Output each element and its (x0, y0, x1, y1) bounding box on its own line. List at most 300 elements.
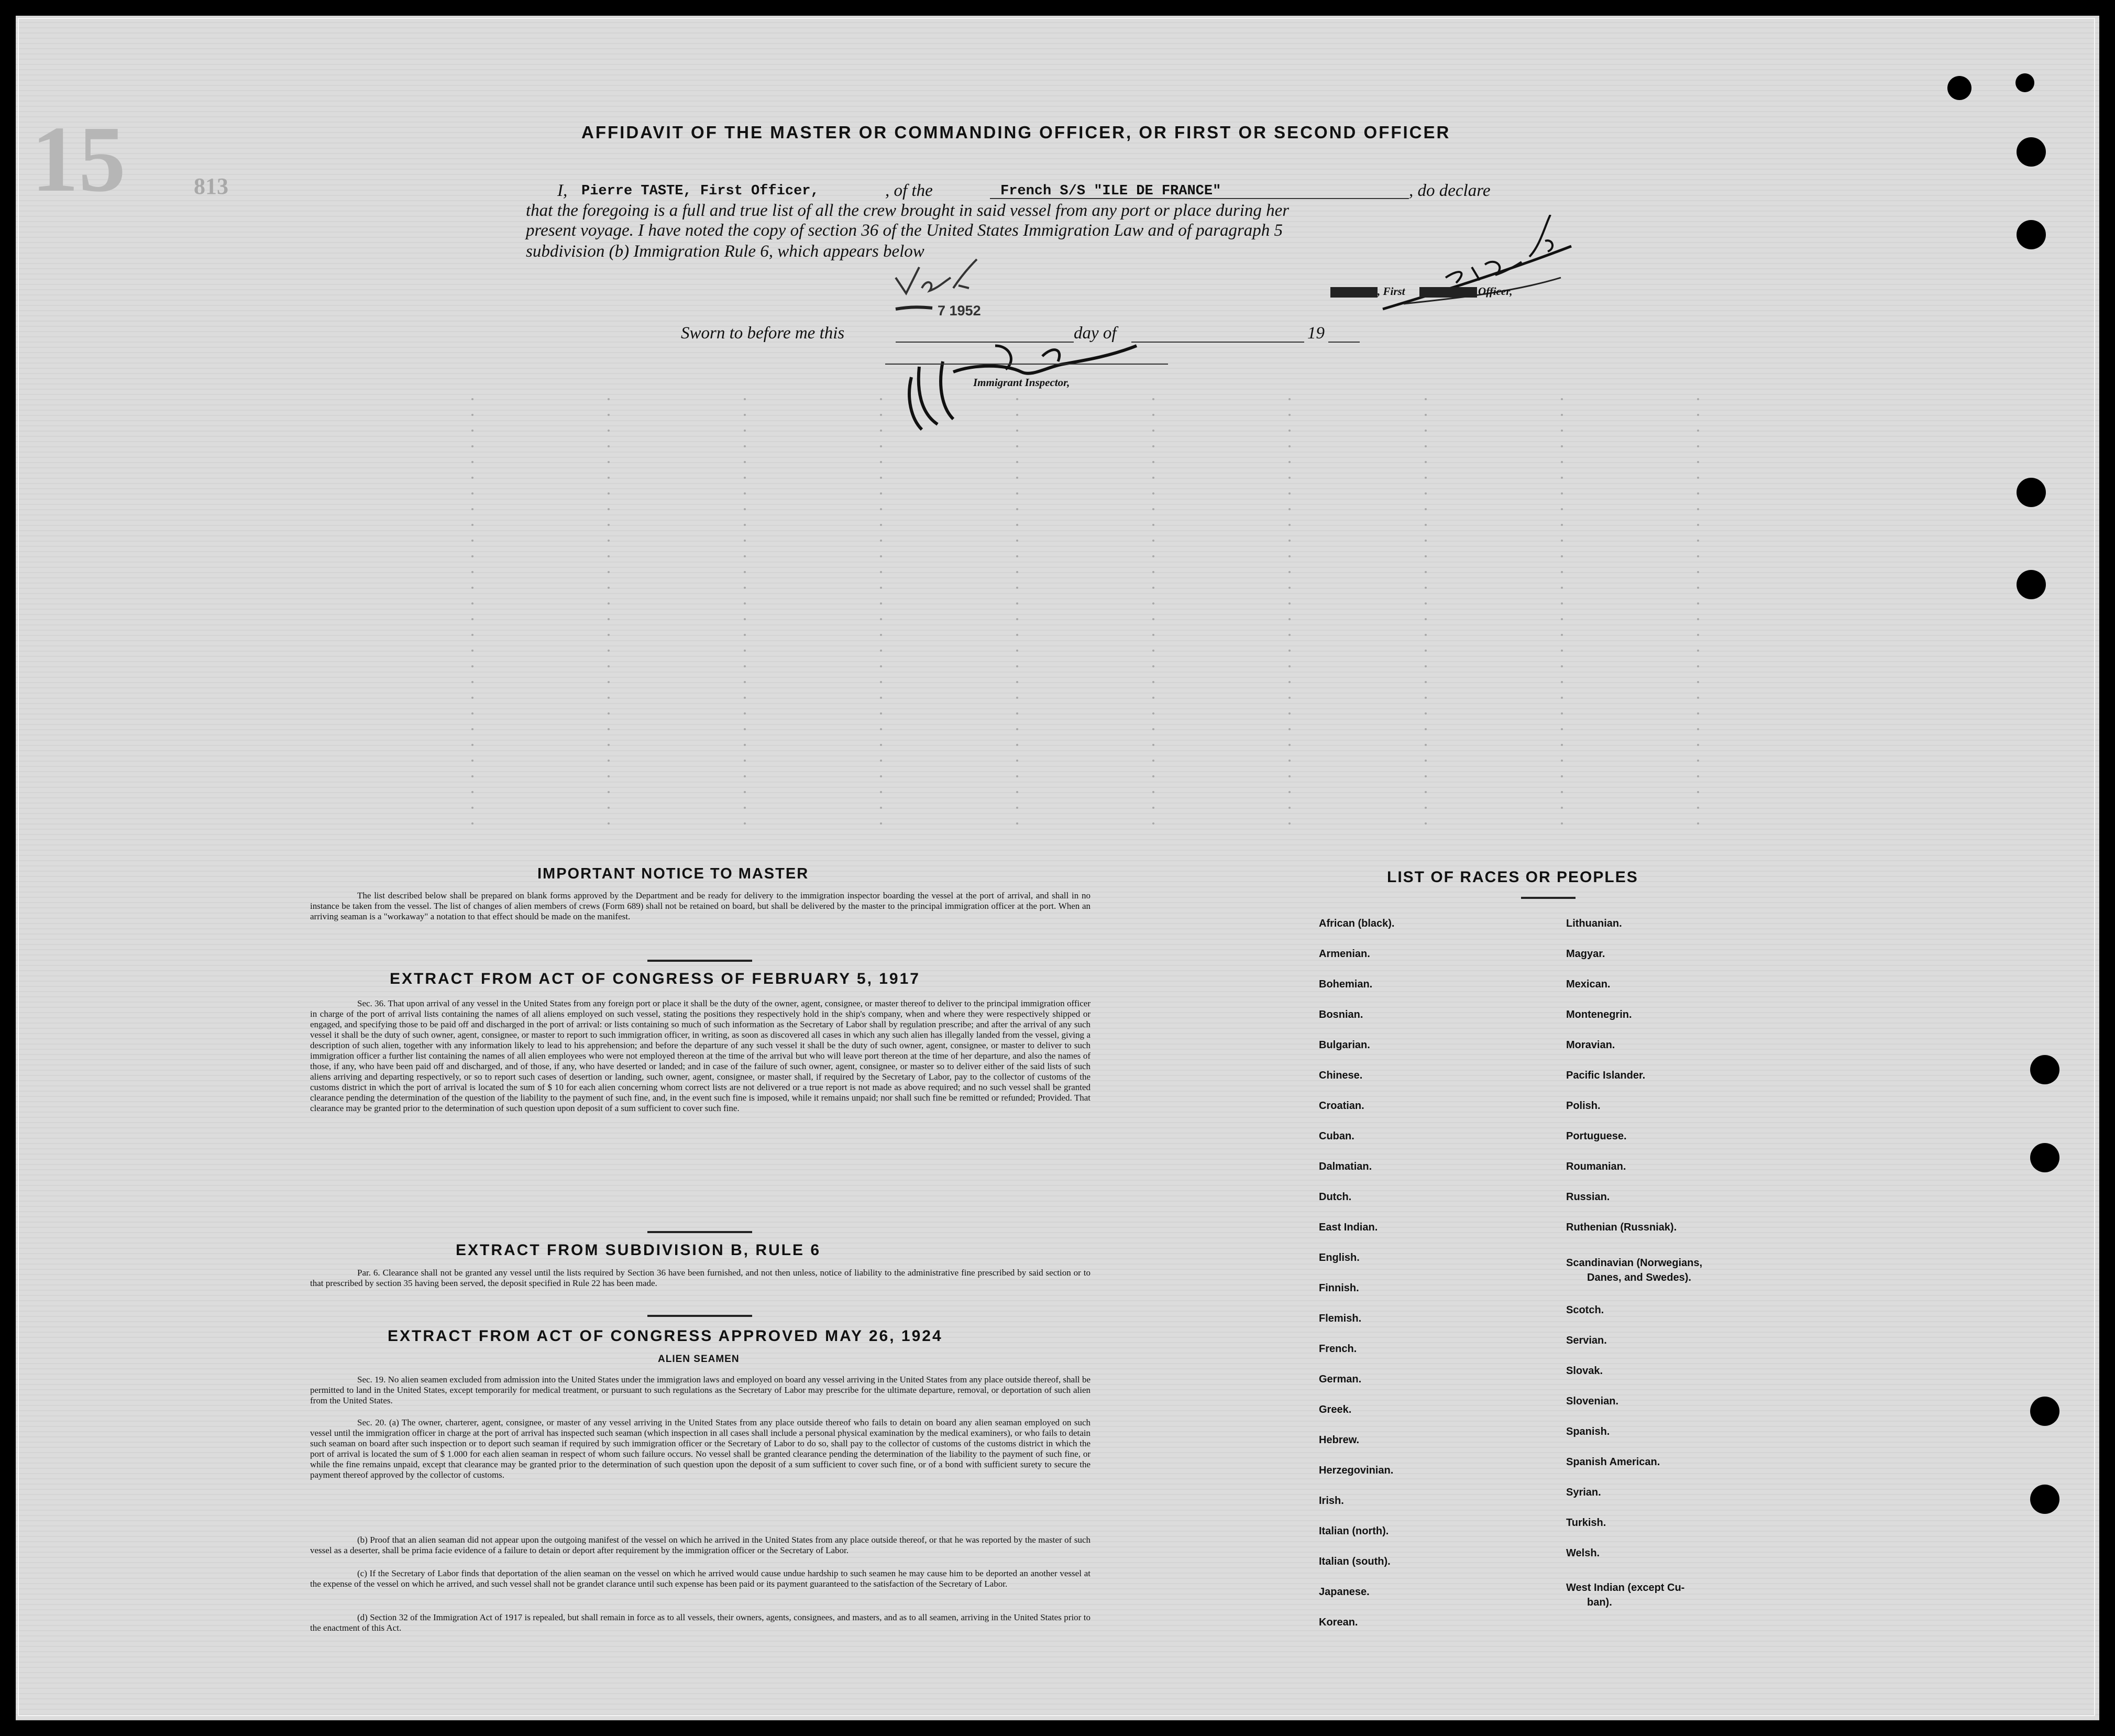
guide-dot (1697, 540, 1699, 542)
race-item: Finnish. (1319, 1282, 1359, 1294)
guide-dot (1425, 540, 1427, 542)
race-item: English. (1319, 1252, 1360, 1263)
guide-dot (1016, 681, 1018, 683)
guide-dot (608, 728, 610, 730)
race-item: Syrian. (1566, 1487, 1601, 1498)
guide-dot (608, 571, 610, 573)
guide-dot (471, 587, 473, 589)
guide-dot (1561, 540, 1563, 542)
guide-dot (744, 445, 746, 447)
guide-dot (1697, 712, 1699, 715)
guide-dot (744, 508, 746, 510)
guide-dot (1288, 414, 1291, 416)
guide-dot (744, 775, 746, 777)
guide-dot (880, 430, 882, 432)
guide-dot (1016, 728, 1018, 730)
extract-1924-sec20d: (d) Section 32 of the Immigration Act of 1917 is repealed, but shall remain in force as to all vessels, their owners, agents, consignees, and masters, and as to all seamen, arriving in the United States prior to the enactment of this Act. (310, 1612, 1090, 1633)
guide-dot (471, 697, 473, 699)
guide-dot (880, 681, 882, 683)
guide-dot (608, 602, 610, 605)
guide-dot (1561, 414, 1563, 416)
guide-dot (1425, 791, 1427, 793)
race-item: Roumanian. (1566, 1161, 1626, 1172)
guide-dot (1152, 665, 1154, 667)
guide-dot (1016, 602, 1018, 605)
guide-dot (744, 430, 746, 432)
guide-dot (1697, 775, 1699, 777)
guide-dot (1288, 508, 1291, 510)
guide-dot (608, 791, 610, 793)
race-item: African (black). (1319, 918, 1395, 929)
guide-dot (471, 681, 473, 683)
guide-dot (471, 791, 473, 793)
guide-dot (1152, 508, 1154, 510)
extract-rule6-text: Par. 6. Clearance shall not be granted any vessel until the lists required by Section 36 have been furnished, and not then unless, notice of liability to the administrative fine prescribed by said section or to that prescribed by section 35 having been served, the deposit specified in Rule 22 has been made. (310, 1268, 1090, 1288)
guide-dot (1016, 760, 1018, 762)
guide-dot (471, 744, 473, 746)
guide-dot (1288, 712, 1291, 715)
extract-1924-heading: EXTRACT FROM ACT OF CONGRESS APPROVED MAY 26, 1924 (388, 1327, 943, 1345)
race-item: Cuban. (1319, 1130, 1354, 1142)
guide-dot (1425, 807, 1427, 809)
race-item: ban). (1587, 1597, 1612, 1608)
divider (1521, 897, 1576, 899)
guide-dot (608, 807, 610, 809)
inspector-line (885, 364, 1168, 365)
guide-dot (744, 540, 746, 542)
guide-dot (471, 477, 473, 479)
guide-dot (471, 461, 473, 463)
guide-dot (1561, 524, 1563, 526)
officer-caption: Officer, (1478, 285, 1513, 298)
guide-dot (471, 445, 473, 447)
race-item: Flemish. (1319, 1313, 1362, 1324)
guide-dot (608, 775, 610, 777)
guide-dot (1425, 712, 1427, 715)
race-item: Danes, and Swedes). (1587, 1272, 1691, 1283)
race-item: Scotch. (1566, 1304, 1604, 1316)
guide-dot (1288, 650, 1291, 652)
race-item: Moravian. (1566, 1039, 1615, 1051)
guide-dot (1425, 634, 1427, 636)
race-item: Bulgarian. (1319, 1039, 1370, 1051)
guide-dot (608, 665, 610, 667)
affidavit-prefix: I, (557, 181, 568, 200)
race-item: Spanish. (1566, 1426, 1610, 1437)
struck-text (1330, 287, 1378, 298)
race-item: Bosnian. (1319, 1009, 1363, 1020)
guide-dot (744, 791, 746, 793)
guide-dot (608, 618, 610, 620)
guide-dot (1697, 681, 1699, 683)
bleed-mark: 813 (194, 173, 228, 199)
guide-dot (1152, 712, 1154, 715)
guide-dot (1152, 492, 1154, 495)
race-item: Welsh. (1566, 1547, 1600, 1559)
race-item: Ruthenian (Russniak). (1566, 1222, 1677, 1233)
day-of-label: day of (1074, 324, 1117, 343)
guide-dot (744, 524, 746, 526)
guide-dot (1016, 571, 1018, 573)
guide-dot (608, 524, 610, 526)
guide-dot (880, 540, 882, 542)
guide-dot (744, 634, 746, 636)
guide-dot (1561, 398, 1563, 400)
guide-dot (1152, 760, 1154, 762)
guide-dot (1152, 822, 1154, 825)
race-item: Greek. (1319, 1404, 1352, 1415)
guide-dot (1152, 791, 1154, 793)
guide-dot (1425, 524, 1427, 526)
extract-1924-sec19: Sec. 19. No alien seamen excluded from admission into the United States under the immigration laws and employed on board any vessel arriving in the United States from any place outside thereof, shall be permitted to land in the United States, except temporarily for medical treatment, or pursuant to such regulations as the Secretary of Labor may prescribe for the ultimate departure, removal, or deportation of such alien from the United States. (310, 1375, 1090, 1405)
guide-dot (1152, 775, 1154, 777)
guide-dot (1561, 587, 1563, 589)
guide-dot (1152, 524, 1154, 526)
guide-dot (1288, 587, 1291, 589)
guide-dot (1561, 555, 1563, 557)
of-the-label: , of the (885, 181, 933, 200)
race-item: Japanese. (1319, 1586, 1370, 1598)
punch-hole (2017, 220, 2046, 249)
race-item: Turkish. (1566, 1517, 1606, 1529)
guide-dot (1016, 775, 1018, 777)
guide-dot (471, 712, 473, 715)
guide-dot (880, 728, 882, 730)
guide-dot (1016, 508, 1018, 510)
race-item: Magyar. (1566, 948, 1605, 960)
guide-dot (1425, 697, 1427, 699)
guide-dot (1288, 540, 1291, 542)
guide-dot (1152, 697, 1154, 699)
guide-dot (608, 634, 610, 636)
race-item: Herzegovinian. (1319, 1465, 1394, 1476)
punch-hole (1947, 76, 1971, 100)
guide-dot (1561, 445, 1563, 447)
guide-dot (880, 618, 882, 620)
guide-dot (1697, 571, 1699, 573)
guide-dot (1288, 477, 1291, 479)
guide-dot (1288, 822, 1291, 825)
guide-dot (880, 775, 882, 777)
punch-hole (2030, 1485, 2059, 1514)
guide-dot (1288, 697, 1291, 699)
guide-dot (1288, 744, 1291, 746)
guide-dot (1425, 602, 1427, 605)
guide-dot (1697, 430, 1699, 432)
guide-dot (1152, 571, 1154, 573)
guide-dot (1561, 634, 1563, 636)
guide-dot (608, 445, 610, 447)
guide-dot (608, 697, 610, 699)
guide-dot (1425, 477, 1427, 479)
guide-dot (1288, 618, 1291, 620)
race-item: Polish. (1566, 1100, 1601, 1112)
race-item: Chinese. (1319, 1070, 1363, 1081)
guide-dot (1425, 430, 1427, 432)
guide-dot (880, 445, 882, 447)
guide-dot (1425, 775, 1427, 777)
guide-dot (744, 650, 746, 652)
guide-dot (1697, 760, 1699, 762)
race-item: Croatian. (1319, 1100, 1364, 1112)
guide-dot (1288, 555, 1291, 557)
race-item: Italian (north). (1319, 1525, 1389, 1537)
guide-dot (744, 571, 746, 573)
guide-dot (1016, 791, 1018, 793)
guide-dot (1288, 524, 1291, 526)
guide-dot (1016, 524, 1018, 526)
guide-dot (1288, 791, 1291, 793)
guide-dot (1288, 398, 1291, 400)
guide-dot (471, 524, 473, 526)
race-item: Irish. (1319, 1495, 1344, 1507)
guide-dot (608, 822, 610, 825)
guide-dot (1016, 807, 1018, 809)
guide-dot (1425, 492, 1427, 495)
guide-dot (1697, 508, 1699, 510)
guide-dot (1425, 650, 1427, 652)
guide-dot (880, 398, 882, 400)
guide-dot (1697, 587, 1699, 589)
guide-dot (744, 760, 746, 762)
alien-seamen-subheading: ALIEN SEAMEN (658, 1354, 740, 1365)
affidavit-heading: AFFIDAVIT OF THE MASTER OR COMMANDING OFFICER, OR FIRST OR SECOND OFFICER (581, 123, 1451, 142)
guide-dot (1697, 602, 1699, 605)
guide-dot (471, 807, 473, 809)
guide-dot (471, 555, 473, 557)
guide-dot (1152, 477, 1154, 479)
divider (647, 1315, 752, 1317)
guide-dot (471, 602, 473, 605)
guide-dot (880, 712, 882, 715)
guide-dot (1561, 744, 1563, 746)
guide-dot (1016, 618, 1018, 620)
guide-dot (1561, 712, 1563, 715)
guide-dot (1152, 540, 1154, 542)
extract-rule6-heading: EXTRACT FROM SUBDIVISION B, RULE 6 (456, 1241, 821, 1259)
guide-dot (1425, 555, 1427, 557)
race-item: Slovenian. (1566, 1396, 1619, 1407)
guide-dot (1697, 445, 1699, 447)
guide-dot (608, 681, 610, 683)
guide-dot (1697, 555, 1699, 557)
guide-dot (1697, 524, 1699, 526)
guide-dot (471, 540, 473, 542)
guide-dot (880, 492, 882, 495)
punch-hole (2017, 570, 2046, 599)
guide-dot (744, 712, 746, 715)
divider (647, 1231, 752, 1233)
guide-dot (744, 492, 746, 495)
guide-dot (608, 587, 610, 589)
guide-dot (1697, 414, 1699, 416)
punch-hole (2030, 1143, 2059, 1172)
guide-dot (1016, 587, 1018, 589)
guide-dot (1152, 461, 1154, 463)
guide-dot (608, 744, 610, 746)
guide-dot (1697, 822, 1699, 825)
affidavit-line-1: that the foregoing is a full and true list of all the crew brought in said vessel from any port or place during her (526, 201, 1290, 220)
guide-dot (1697, 744, 1699, 746)
guide-dot (1288, 728, 1291, 730)
affidavit-line-2: present voyage. I have noted the copy of section 36 of the United States Immigration Law and of paragraph 5 (526, 221, 1283, 240)
guide-dot (744, 477, 746, 479)
affidavit-line-3: subdivision (b) Immigration Rule 6, which appears below (526, 242, 924, 261)
notice-text: The list described below shall be prepared on blank forms approved by the Department and be ready for delivery to the immigration inspector boarding the vessel at the port of arrival, and shall in no instance be taken from the vessel. The list of changes of alien members of crews (Form 689) shall not be retained on board, but shall be delivered by the master to the principal immigration officer at the port. When an arriving seaman is a "workaway" a notation to that effect should be made on the manifest. (310, 891, 1090, 921)
struck-text (1419, 287, 1477, 298)
guide-dot (744, 665, 746, 667)
race-item: Scandinavian (Norwegians, (1566, 1257, 1703, 1269)
guide-dot (1152, 728, 1154, 730)
guide-dot (1425, 414, 1427, 416)
guide-dot (1288, 492, 1291, 495)
guide-dot (744, 807, 746, 809)
guide-dot (471, 430, 473, 432)
guide-dot (880, 650, 882, 652)
race-item: French. (1319, 1343, 1357, 1355)
punch-hole (2017, 478, 2046, 507)
guide-dot (471, 775, 473, 777)
race-item: Italian (south). (1319, 1556, 1391, 1567)
vessel-name: French S/S "ILE DE FRANCE" (1000, 183, 1221, 199)
guide-dot (1697, 398, 1699, 400)
guide-dot (1561, 760, 1563, 762)
guide-dot (1016, 665, 1018, 667)
guide-dot (1016, 477, 1018, 479)
guide-dot (1288, 571, 1291, 573)
guide-dot (1561, 602, 1563, 605)
guide-dot (1152, 634, 1154, 636)
guide-dot (471, 665, 473, 667)
guide-dot (1016, 634, 1018, 636)
extract-1924-sec20a: Sec. 20. (a) The owner, charterer, agent, consignee, or master of any vessel arriving in the United States from any place outside thereof who fails to detain on board any alien seaman employed on such vessel until the immigration officer in charge at the port of arrival has inspected such seaman (which inspection in all cases shall include a personal physical examination by the medical examiners), or who fails to detain such seaman on board after such inspection or to deport such seaman if required by such immigration officer or the Secretary of Labor to do so, shall pay to the collector of customs of the customs district in which the port of arrival is located the sum of $ 1.000 for each alien seaman in respect of whom such failure occurs. No vessel shall be granted clearance pending the determination of the liability to the payment of such fine, or while the fine remains unpaid, except that clearance may be granted prior to the determination of such question upon the deposit of a sum sufficient to cover such fine, or of a bond with sufficient surety to secure the payment thereof approved by the collector of customs. (310, 1418, 1090, 1480)
guide-dot (1561, 728, 1563, 730)
guide-dot (1425, 571, 1427, 573)
officer-signature (1372, 215, 1592, 330)
race-item: Russian. (1566, 1191, 1610, 1203)
guide-dot (1561, 430, 1563, 432)
race-item: Slovak. (1566, 1365, 1603, 1377)
guide-dot (744, 555, 746, 557)
guide-dot (880, 791, 882, 793)
guide-dot (1561, 665, 1563, 667)
guide-dot (471, 618, 473, 620)
guide-dot (1288, 445, 1291, 447)
extract-1917-heading: EXTRACT FROM ACT OF CONGRESS OF FEBRUARY 5, 1917 (390, 970, 920, 987)
guide-dot (1016, 445, 1018, 447)
guide-dot (1016, 492, 1018, 495)
guide-dot (744, 398, 746, 400)
guide-dot (1152, 744, 1154, 746)
first-officer-caption: , First (1378, 285, 1405, 298)
guide-dot (1561, 508, 1563, 510)
guide-dot (471, 398, 473, 400)
race-item: Dalmatian. (1319, 1161, 1372, 1172)
date-stamp: 7 1952 (938, 303, 981, 318)
race-item: Servian. (1566, 1335, 1607, 1346)
race-item: West Indian (except Cu- (1566, 1582, 1685, 1594)
guide-dot (1697, 492, 1699, 495)
guide-dot (880, 697, 882, 699)
extract-1924-sec20b: (b) Proof that an alien seaman did not appear upon the outgoing manifest of the vessel on which he arrived in the United States from any place outside thereof, or that he was reported by the master of such vessel as a deserter, shall be prima facie evidence of a failure to detain or deport after requirement by the immigration officer or the Secretary of Labor. (310, 1535, 1090, 1555)
guide-dot (608, 461, 610, 463)
guide-dot (1697, 791, 1699, 793)
guide-dot (880, 477, 882, 479)
guide-dot (744, 587, 746, 589)
guide-dot (1697, 650, 1699, 652)
guide-dot (1288, 602, 1291, 605)
guide-dot (1016, 822, 1018, 825)
race-item: Dutch. (1319, 1191, 1352, 1203)
guide-dot (1425, 618, 1427, 620)
guide-dot (1152, 587, 1154, 589)
guide-dot (880, 414, 882, 416)
guide-dot (1425, 508, 1427, 510)
guide-dot (1016, 712, 1018, 715)
guide-dot (744, 414, 746, 416)
inspector-caption: Immigrant Inspector, (973, 376, 1070, 389)
officer-name: Pierre TASTE, First Officer, (581, 183, 819, 199)
guide-dot (1288, 681, 1291, 683)
notice-heading: IMPORTANT NOTICE TO MASTER (537, 865, 809, 882)
guide-dot (1152, 807, 1154, 809)
guide-dot (1697, 634, 1699, 636)
guide-dot (1697, 477, 1699, 479)
guide-dot (1425, 822, 1427, 825)
guide-dot (1561, 618, 1563, 620)
guide-dot (1561, 775, 1563, 777)
guide-dot (1561, 681, 1563, 683)
guide-dot (608, 508, 610, 510)
guide-dot (471, 650, 473, 652)
guide-dot (880, 760, 882, 762)
guide-dot (471, 728, 473, 730)
guide-dot (471, 760, 473, 762)
punch-hole (2030, 1397, 2059, 1426)
punch-hole (2030, 1055, 2059, 1084)
guide-dot (608, 430, 610, 432)
guide-dot (1016, 744, 1018, 746)
guide-dot (880, 807, 882, 809)
guide-dot (1561, 461, 1563, 463)
race-item: German. (1319, 1374, 1362, 1385)
guide-dot (1425, 445, 1427, 447)
guide-dot (1288, 430, 1291, 432)
guide-dot (1152, 555, 1154, 557)
punch-hole (2017, 137, 2046, 167)
guide-dot (471, 508, 473, 510)
guide-dot (1425, 760, 1427, 762)
race-item: Lithuanian. (1566, 918, 1622, 929)
guide-dot (1016, 650, 1018, 652)
guide-dot (471, 414, 473, 416)
race-item: Hebrew. (1319, 1434, 1360, 1446)
guide-dot (1425, 587, 1427, 589)
guide-dot (1152, 445, 1154, 447)
race-item: Korean. (1319, 1617, 1358, 1628)
guide-dot (1425, 728, 1427, 730)
guide-dot (608, 414, 610, 416)
race-item: Portuguese. (1566, 1130, 1627, 1142)
guide-dot (1152, 618, 1154, 620)
guide-dot (608, 477, 610, 479)
guide-dot (1561, 791, 1563, 793)
guide-dot (1016, 697, 1018, 699)
guide-dot (1561, 650, 1563, 652)
guide-dot (744, 602, 746, 605)
guide-dot (471, 571, 473, 573)
guide-dot (1425, 398, 1427, 400)
